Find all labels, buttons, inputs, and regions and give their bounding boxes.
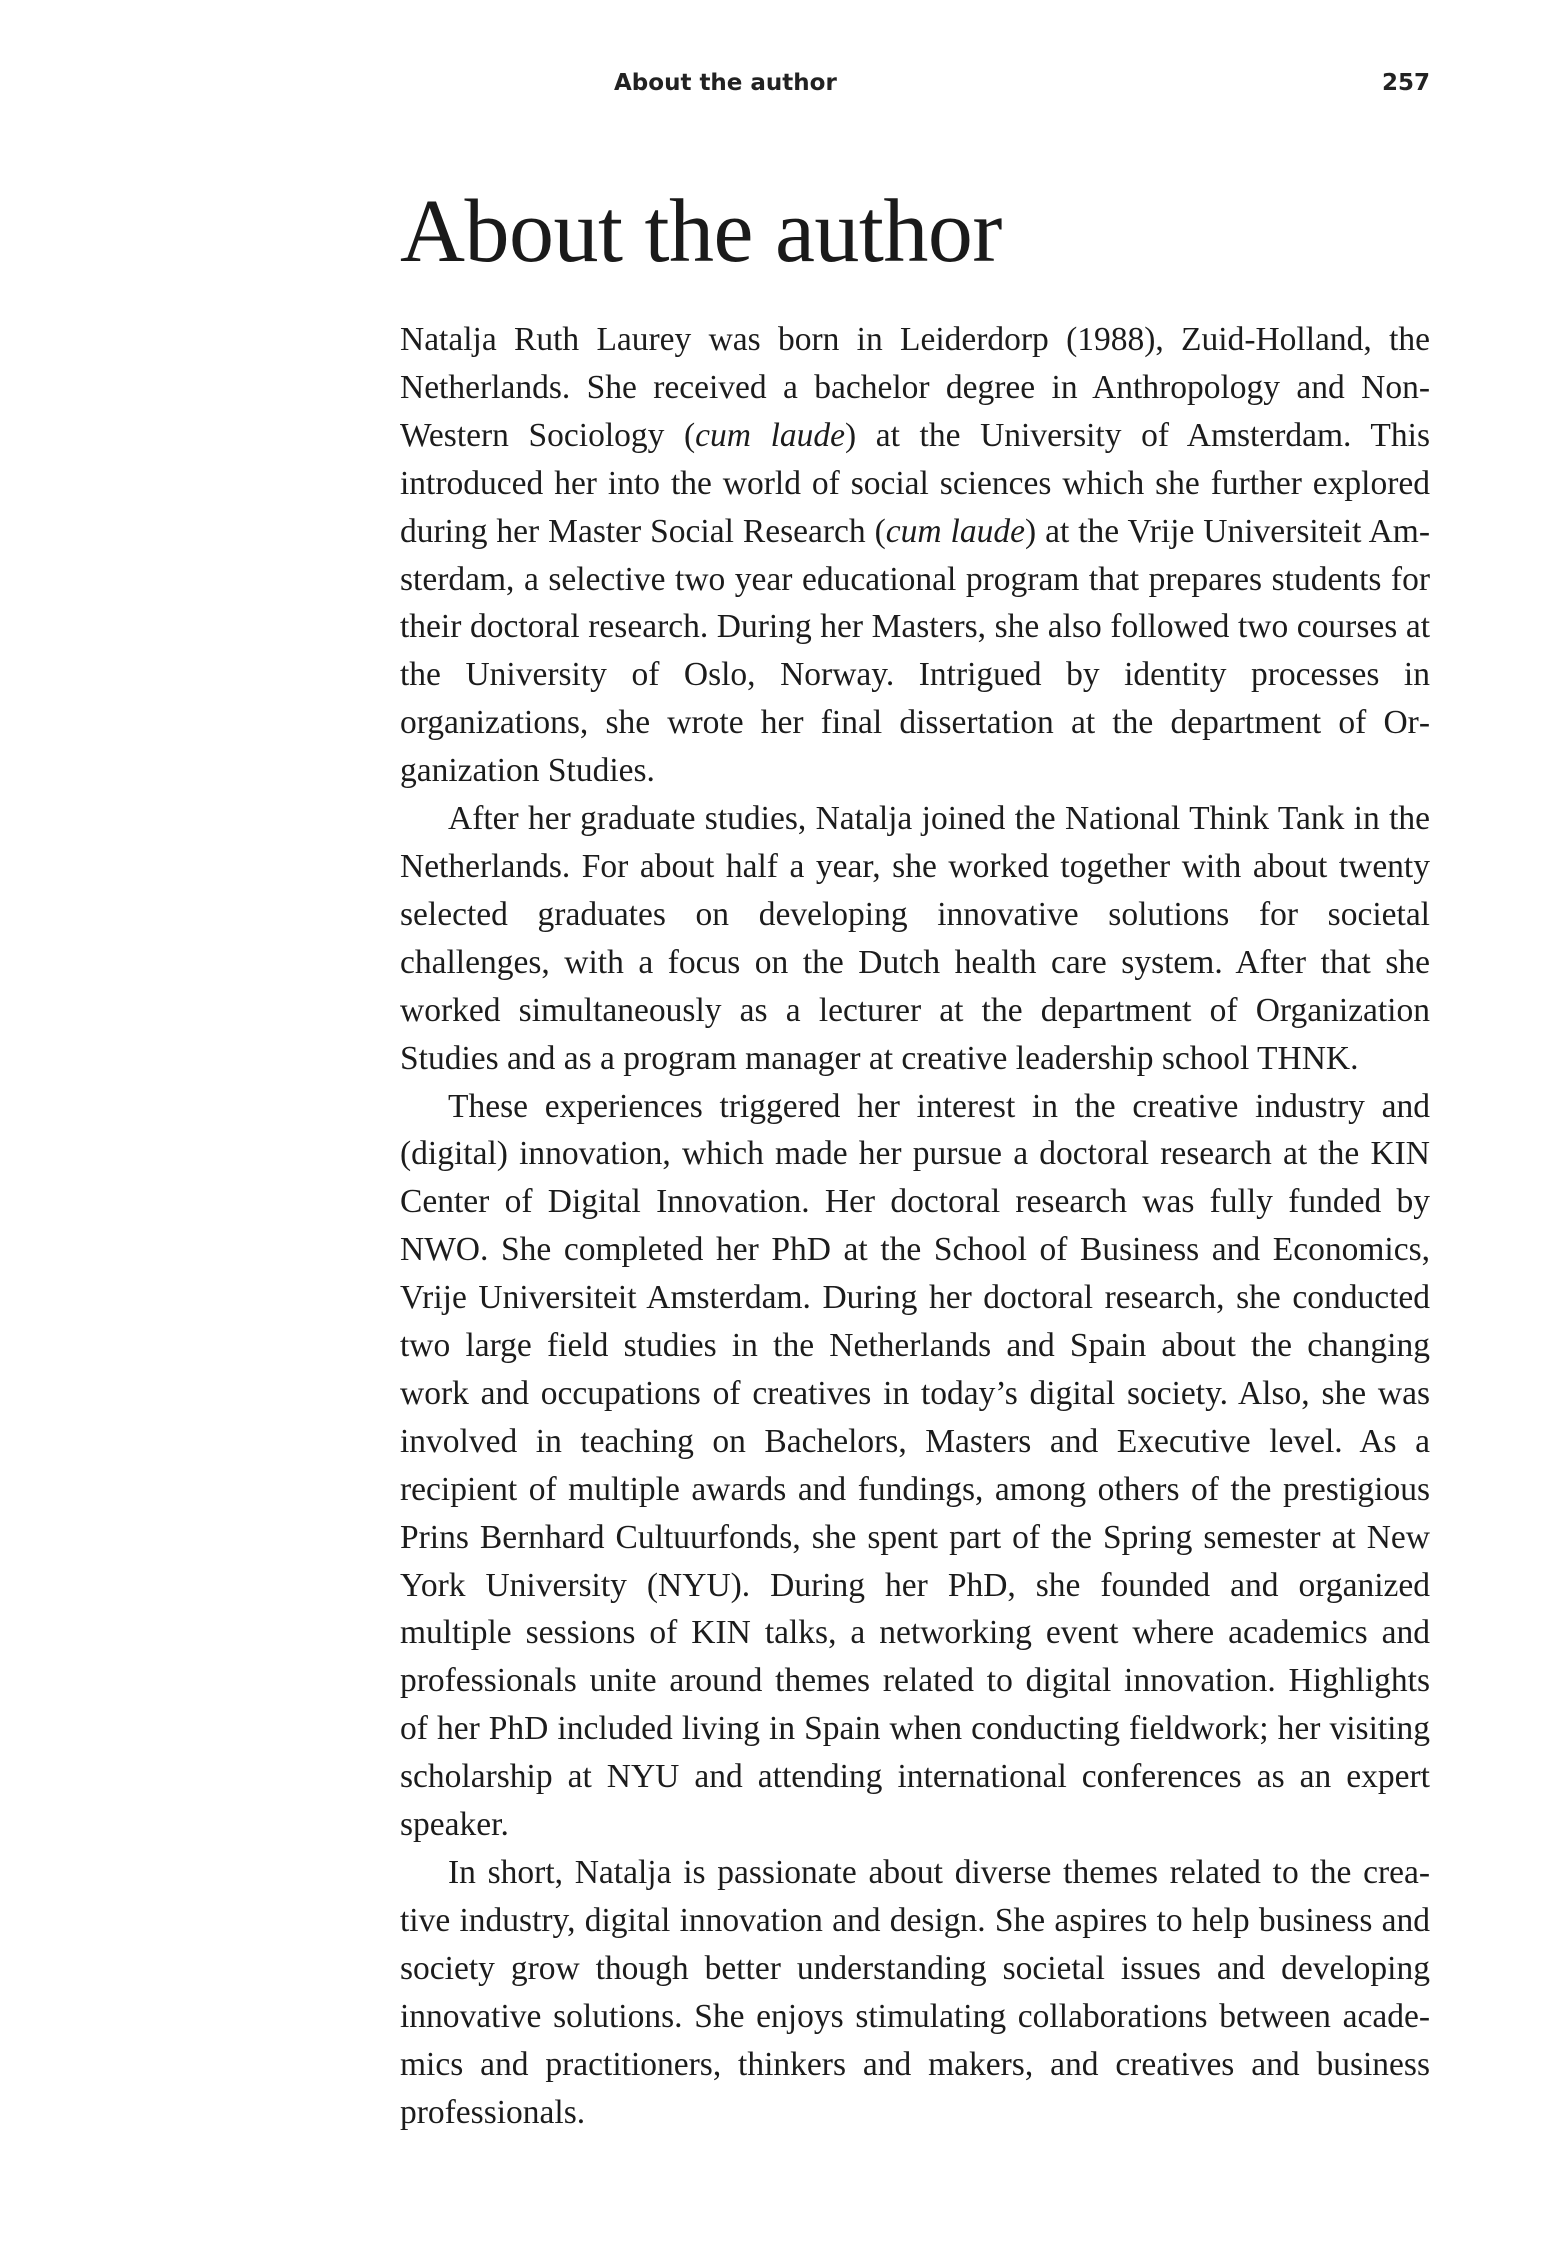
paragraph-text: Natalja Ruth Laurey was born in Leiderdorp (1988), Zuid-Holland, the Netherlands. She received a bachelor degree in Anthropology and Non-Western Sociology ( [400,321,1430,454]
paragraph-text: In short, Natalja is passionate about diverse themes related to the creative industry, digital innovation and design. She aspires to help business and society grow though better understanding societal issues and developing innovative solutions. She enjoys stimulating collaborations between academics and practitioners, thinkers and makers, and creatives and business professionals. [400,1854,1430,2131]
page-number: 257 [1381,70,1430,96]
body-paragraph [400,795,1430,1082]
body-text [400,316,1430,2136]
paragraph-text: These experiences triggered her interest in the creative industry and (digital) innovation, which made her pursue a doctoral research at the KIN Center of Digital Innovation. Her doctoral research was fully funded by NWO. She completed her PhD at the School of Business and Economics, Vrije Universiteit Amsterdam. During her doctoral research, she conducted two large field studies in the Netherlands and Spain about the changing work and occupations of creatives in today’s digital society. Also, she was involved in teaching on Bachelors, Masters and Executive level. As a recipient of multiple awards and fundings, among others of the prestigious Prins Bernhard Cultuurfonds, she spent part of the Spring semester at New York University (NYU). During her PhD, she founded and organized multiple sessions of KIN talks, a networking event where academics and professionals unite around themes related to digital innovation. Highlights of her PhD included living in Spain when conducting fieldwork; her visiting scholarship at NYU and attending international conferences as an expert speaker. [400,1087,1430,1844]
body-paragraph [400,1083,1430,1850]
paragraph-text: ) at the Vrije Universiteit Amsterdam, a selective two year educational program that prepares students for their doctoral research. During her Masters, she also followed two courses at the University of Oslo, Norway. Intrigued by identity processes in organizations, she wrote her final dissertation at the department of Organization Studies. [400,512,1430,790]
paragraph-text: After her graduate studies, Natalja joined the National Think Tank in the Netherlands. For about half a year, she worked together with about twenty selected graduates on developing innovative solutions for societal challenges, with a focus on the Dutch health care system. After that she worked simultaneously as a lecturer at the department of Organization Studies and as a program manager at creative leadership school THNK. [400,800,1430,1077]
paragraph-text: ) at the University of Amsterdam. This introduced her into the world of social sciences which she further explored during her Master Social Research ( [400,416,1430,550]
italic-phrase: cum laude [695,416,845,454]
running-header [400,70,1430,104]
running-header-title: About the author [614,70,837,96]
body-paragraph [400,1849,1430,2136]
chapter-title: About the author [400,182,1002,281]
italic-phrase: cum laude [885,512,1025,550]
body-paragraph [400,316,1430,795]
